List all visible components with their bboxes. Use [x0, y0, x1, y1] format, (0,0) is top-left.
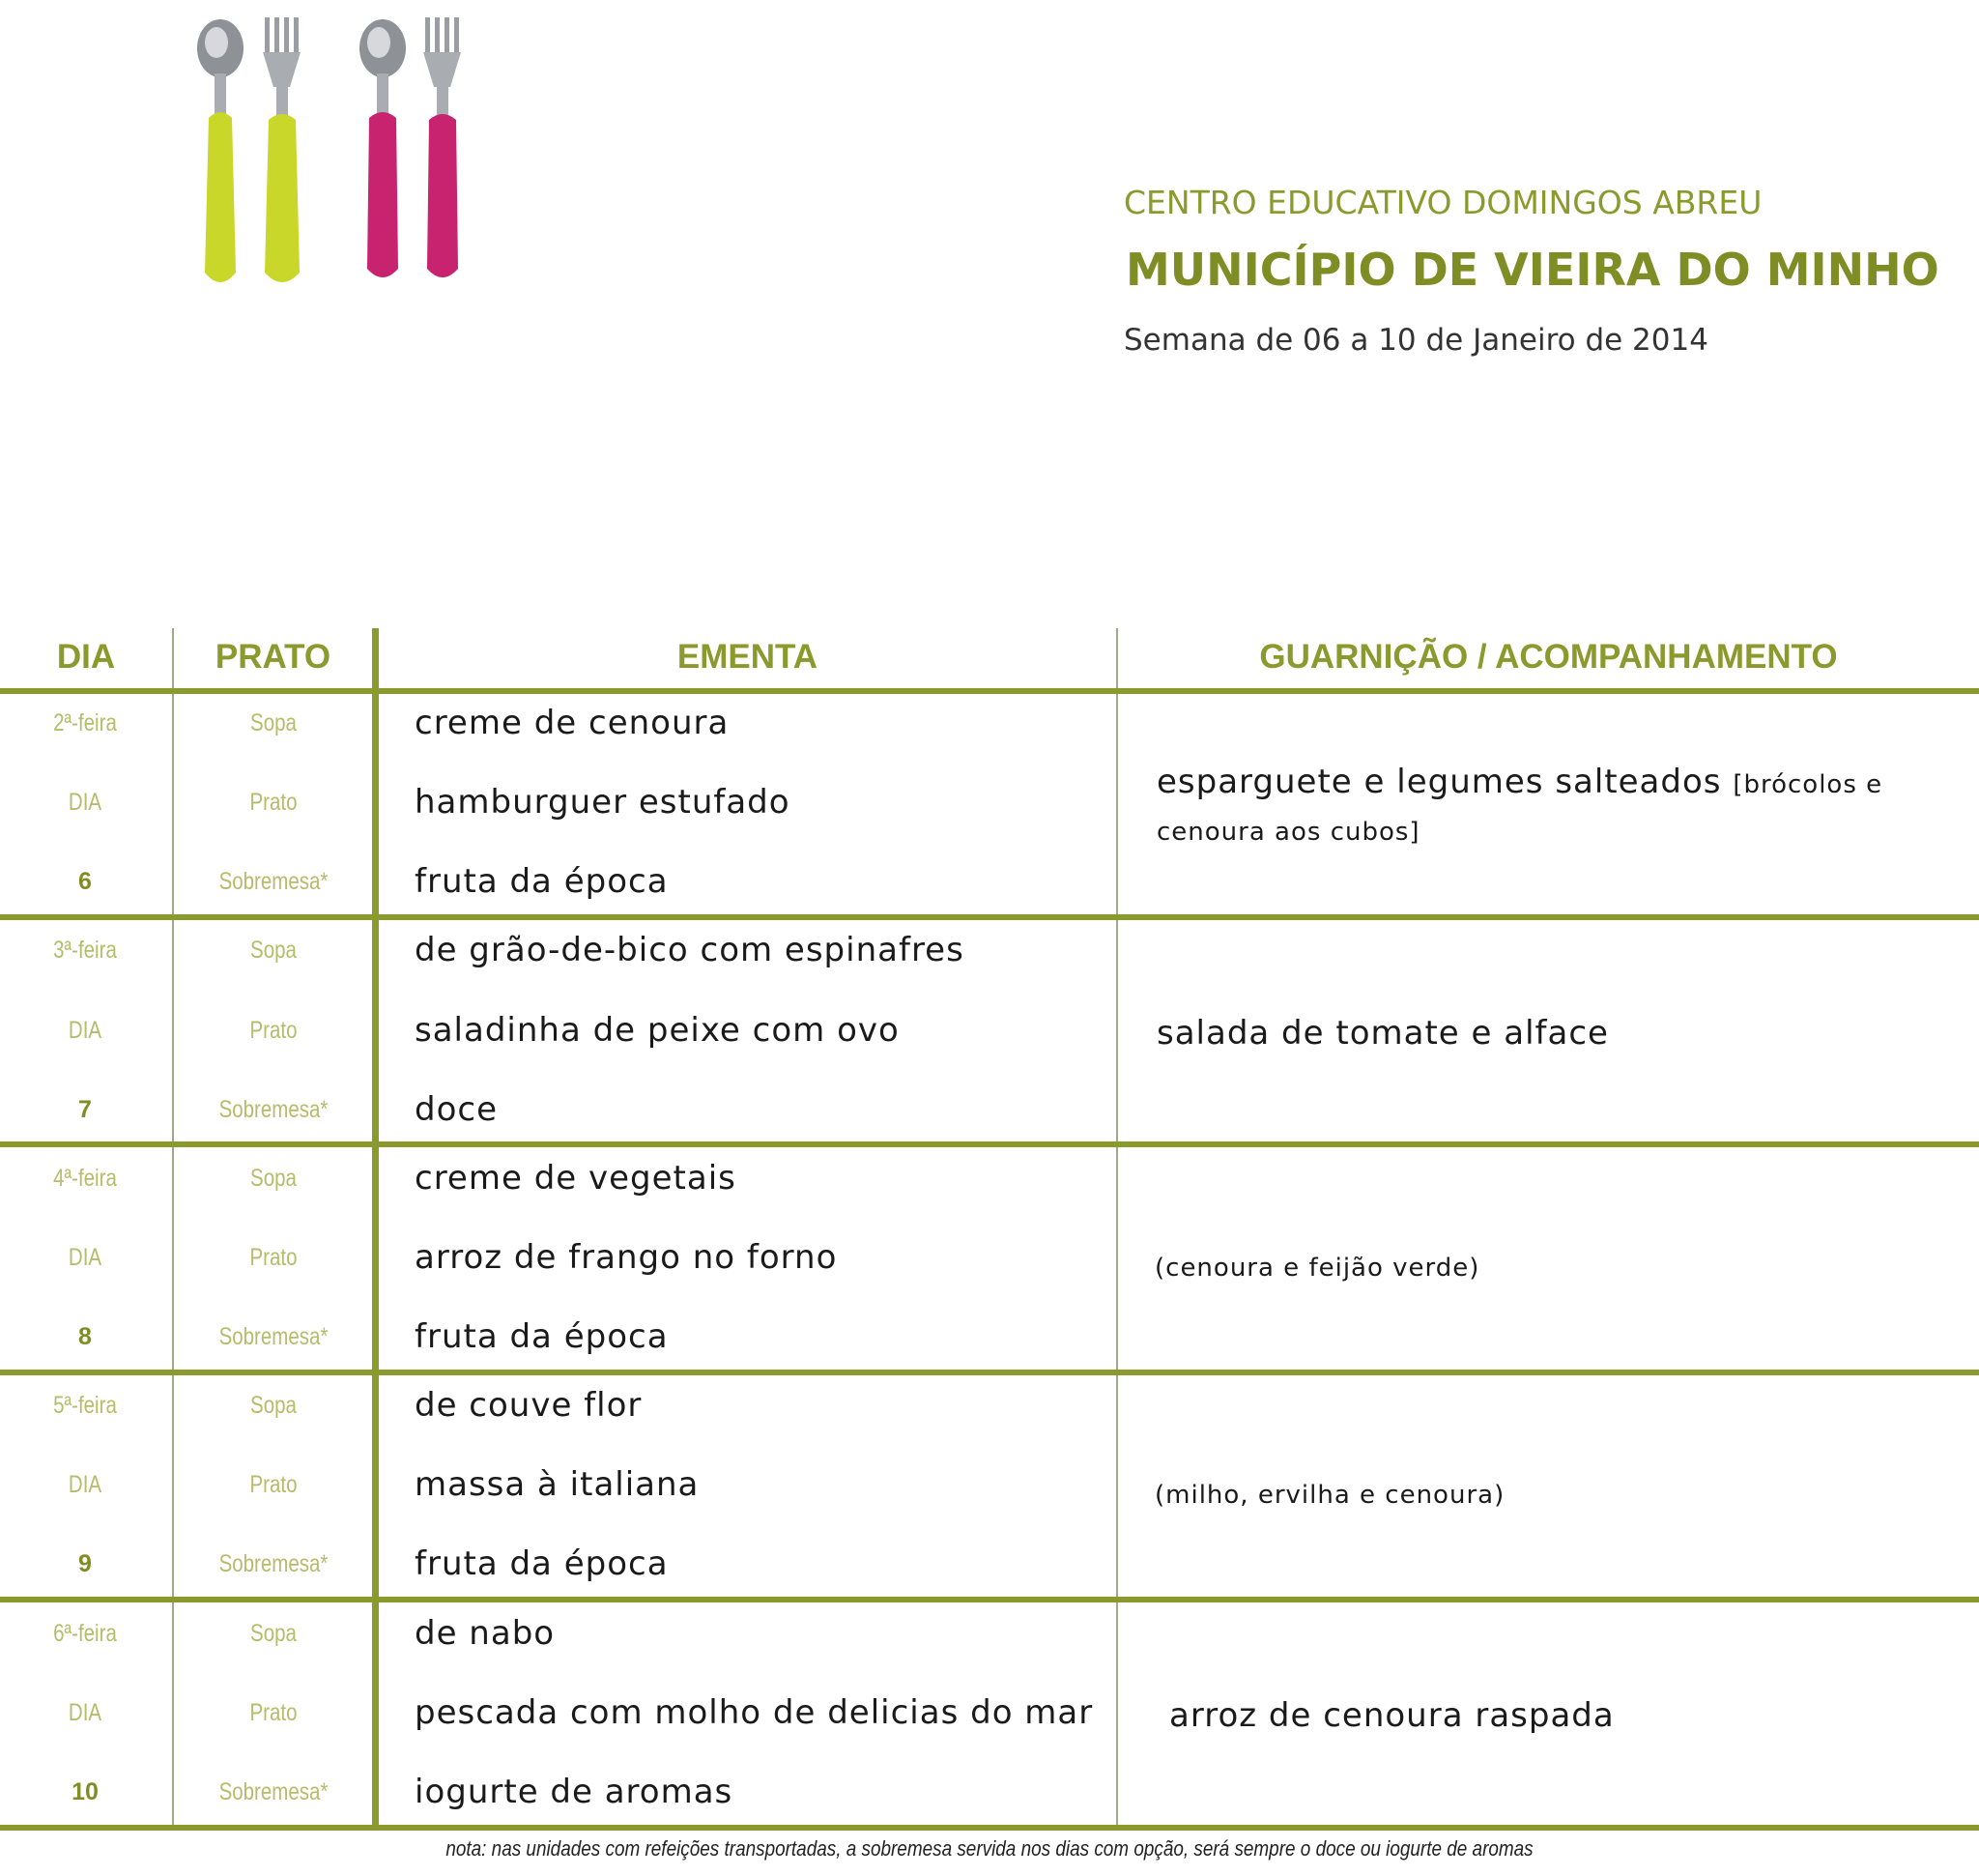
row-divider [0, 1597, 1979, 1602]
dia-label: DIA [68, 789, 102, 816]
course-label: Sobremesa* [218, 868, 329, 895]
weekday-label: 4ª-feira [53, 1165, 117, 1192]
weekday-label: 3ª-feira [53, 937, 117, 964]
course-label: Sopa [250, 1165, 297, 1192]
side-dish [1155, 1243, 1889, 1290]
menu-item: fruta da época [415, 1544, 669, 1583]
side-dish-note: (milho, ervilha e cenoura) [1155, 1481, 1506, 1510]
school-name: CENTRO EDUCATIVO DOMINGOS ABREU [1124, 184, 1763, 221]
menu-item: iogurte de aromas [415, 1773, 733, 1811]
column-header-guarnicao: GUARNIÇÃO / ACOMPANHAMENTO [1259, 638, 1838, 676]
side-dish-main: arroz de cenoura raspada [1169, 1696, 1615, 1735]
course-label: Sobremesa* [218, 1323, 329, 1350]
course-label: Sopa [250, 709, 297, 736]
menu-item: creme de cenoura [415, 704, 730, 742]
menu-item: fruta da época [415, 862, 669, 901]
column-header-dia: DIA [56, 638, 116, 676]
menu-item: saladinha de peixe com ovo [415, 1011, 900, 1050]
course-label: Prato [249, 1699, 298, 1726]
course-label: Prato [249, 1471, 298, 1498]
dia-label: DIA [68, 1699, 102, 1726]
weekday-label: 5ª-feira [53, 1392, 117, 1419]
side-dish-main: esparguete e legumes salteados [1157, 763, 1722, 801]
course-label: Prato [249, 789, 298, 816]
menu-item: hamburguer estufado [415, 783, 790, 822]
menu-item: massa à italiana [415, 1465, 700, 1504]
cutlery-logo [184, 10, 493, 300]
spoon-icon [197, 19, 244, 282]
row-divider [0, 1141, 1979, 1147]
dia-label: DIA [68, 1017, 102, 1044]
day-number: 6 [78, 868, 92, 895]
side-dish [1169, 1693, 1904, 1738]
row-divider [0, 1370, 1979, 1375]
course-label: Prato [249, 1244, 298, 1271]
day-number: 8 [78, 1323, 92, 1350]
footnote: nota: nas unidades com refeições transportadas, a sobremesa servida nos dias com opção, será sempre o doce ou iogurte de aromas [445, 1836, 1534, 1861]
course-label: Sopa [250, 937, 297, 964]
course-label: Prato [249, 1017, 298, 1044]
course-label: Sopa [250, 1392, 297, 1419]
spoon-icon [359, 19, 406, 277]
menu-item: de nabo [415, 1614, 556, 1653]
menu-item: doce [415, 1090, 498, 1129]
row-divider [0, 1825, 1979, 1831]
menu-item: de grão-de-bico com espinafres [415, 931, 964, 969]
dia-label: DIA [68, 1471, 102, 1498]
side-dish-main: salada de tomate e alface [1157, 1014, 1609, 1053]
column-divider [1116, 628, 1118, 1831]
side-dish-note: (cenoura e feijão verde) [1155, 1254, 1480, 1283]
week-range: Semana de 06 a 10 de Janeiro de 2014 [1124, 323, 1708, 358]
fork-icon [423, 17, 461, 277]
menu-table [0, 624, 1979, 1833]
menu-item: pescada com molho de delicias do mar [415, 1693, 1094, 1732]
municipality-title: MUNICÍPIO DE VIEIRA DO MINHO [1126, 244, 1939, 296]
side-dish [1157, 760, 1891, 854]
side-dish [1157, 1011, 1891, 1055]
column-divider [172, 628, 174, 1831]
side-dish [1155, 1470, 1889, 1517]
column-header-prato: PRATO [215, 638, 331, 676]
day-number: 10 [72, 1778, 99, 1805]
day-number: 7 [78, 1096, 92, 1123]
course-label: Sobremesa* [218, 1778, 329, 1805]
column-divider [372, 628, 379, 1831]
course-label: Sopa [250, 1620, 297, 1647]
menu-item: de couve flor [415, 1386, 643, 1425]
fork-icon [263, 17, 301, 282]
column-header-ementa: EMENTA [676, 638, 818, 676]
side-dish-note: [brócolos e cenoura aos cubos] [1157, 770, 1883, 847]
menu-item: fruta da época [415, 1317, 669, 1356]
dia-label: DIA [68, 1244, 102, 1271]
day-number: 9 [78, 1550, 92, 1577]
weekday-label: 6ª-feira [53, 1620, 117, 1647]
row-divider [0, 688, 1979, 694]
menu-item: creme de vegetais [415, 1159, 736, 1198]
course-label: Sobremesa* [218, 1096, 329, 1123]
row-divider [0, 914, 1979, 920]
menu-item: arroz de frango no forno [415, 1238, 838, 1277]
course-label: Sobremesa* [218, 1550, 329, 1577]
weekday-label: 2ª-feira [53, 709, 117, 736]
